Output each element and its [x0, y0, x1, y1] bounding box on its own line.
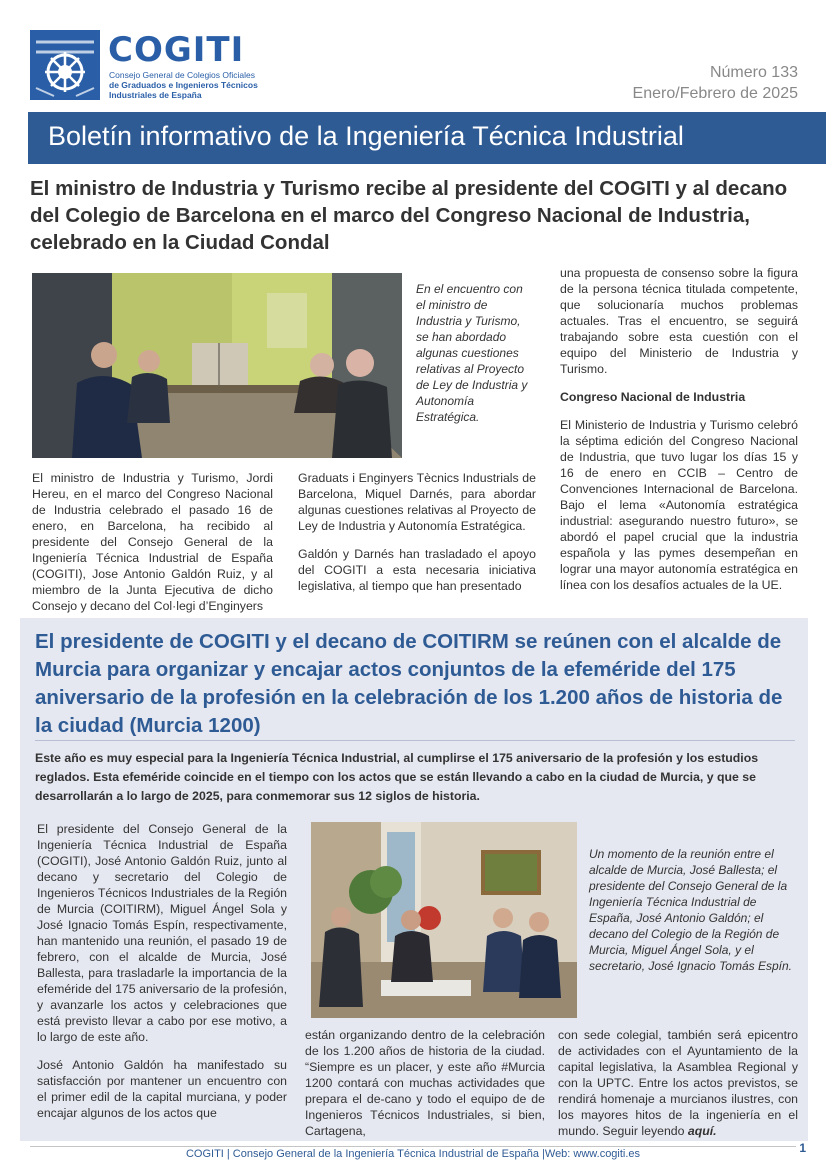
article2-lead: Este año es muy especial para la Ingeniería Técnica Industrial, al cumplirse el 175 aniversario de la profesión y los estudios reglados. Esta efeméride coincide en el tiempo con los actos que se están llevando a cabo en la ciudad de Murcia, y que se desarrollarán a lo largo de 2025, para conmemorar sus 12 siglos de historia. — [35, 751, 759, 803]
article2-photo — [311, 822, 577, 1018]
issue-date: Enero/Febrero de 2025 — [632, 85, 798, 102]
footer-divider — [30, 1146, 796, 1147]
cogiti-emblem-icon — [30, 30, 100, 100]
article2-paragraph: con sede colegial, también será epicentro de actividades con el Ayuntamiento de la capital legislativa, la Asamblea Regional y con la UPTC. Entre los actos previstos, se rendirá homenaje a murcianos ilustres, con los mayores hitos de la ingeniería en el mundo. Seguir leyendo aquí. — [558, 1028, 798, 1138]
section-heading: Congreso Nacional de Industria — [560, 390, 746, 404]
article1-column-1 — [32, 470, 273, 614]
article1-column-2 — [298, 470, 536, 606]
article1-paragraph: El Ministerio de Industria y Turismo celebró la séptima edición del Congreso Nacional de Industria, que tuvo lugar los días 15 y 16 de enero en CCIB – Centro de Convenciones Internacional de Barcelona. Bajo el lema «Autonomía estratégica industrial: asegurando nuestro futuro», se abordó el papel crucial que la industria española y las pymes desempeñan en lograr una mayor autonomía estratégica en línea con los desafíos actuales de la UE. — [560, 418, 798, 592]
article1-photo — [32, 273, 402, 458]
article1-paragraph: El ministro de Industria y Turismo, Jordi Hereu, en el marco del Congreso Nacional de Industria celebrado el pasado 16 de enero, en Barcelona, ha recibido al presidente del Consejo General de la Ingeniería Técnica Industrial de España (COGITI), Jose Antonio Galdón Ruiz, y al miembro de la Junta Ejecutiva de dicho Consejo y decano del Col·legi d’Enginyers — [32, 471, 273, 613]
article2-paragraph: El presidente del Consejo General de la Ingeniería Técnica Industrial de España (COGITI), José Antonio Galdón Ruiz, junto al decano y secretario del Colegio de Ingenieros Técnicos Industriales de la Región de Murcia (COITIRM), Miguel Ángel Sola y José Ignacio Tomás Espín, respectivamente, han mantenido una reunión, el pasado 19 de febrero, con el alcalde de Murcia, José Ballesta, para trasladarle la importancia de la efeméride del 175 aniversario de la profesión, y avanzarle los actos y celebraciones que está previsto llevar a cabo por ese motivo, a lo largo de este año. — [37, 822, 287, 1044]
issue-number: Número 133 — [709, 64, 798, 81]
article2-title: El presidente de COGITI y el decano de COITIRM se reúnen con el alcalde de Murcia para organizar y encajar actos conjuntos de la efeméride del 175 aniversario de la profesión en la celebración de los 1.200 años de historia de la ciudad (Murcia 1200) — [35, 630, 783, 737]
issue-info — [633, 62, 798, 104]
logo-name: COGITI — [108, 30, 245, 70]
article1-paragraph: Graduats i Enginyers Tècnics Industrials de Barcelona, Miquel Darnés, para abordar algunas cuestiones relativas al Proyecto de Ley de Industria y Autonomía Estratégica. — [298, 471, 536, 533]
page-footer: COGITI | Consejo General de la Ingeniería Técnica Industrial de España |Web: www.cogiti.es — [185, 1148, 641, 1160]
newsletter-banner — [28, 112, 826, 164]
article2-column-1 — [37, 821, 287, 1133]
article1-title: El ministro de Industria y Turismo recibe al presidente del COGITI y al decano del Colegio de Barcelona en el marco del Congreso Nacional de Industria, celebrado en la Ciudad Condal — [30, 177, 788, 254]
cogiti-logo — [30, 30, 258, 108]
article2-paragraph: José Antonio Galdón ha manifestado su satisfacción por mantener un encuentro con el primer edil de la capital murciana, y poder encajar algunos de los actos que — [37, 1058, 287, 1120]
article1-paragraph: Galdón y Darnés han trasladado el apoyo del COGITI a esta necesaria iniciativa legislativa, al tiempo que han presentado — [298, 547, 536, 593]
newsletter-title: Boletín informativo de la Ingeniería Técnica Industrial — [48, 121, 684, 151]
article1-caption: En el encuentro con el ministro de Industria y Turismo, se han abordado algunas cuestiones relativas al Proyecto de Ley de Industria y Autonomía Estratégica. — [416, 282, 528, 424]
article2-column-2 — [305, 1027, 545, 1139]
article1-column-3 — [560, 265, 798, 605]
title-divider — [35, 740, 795, 741]
article2-column-3 — [558, 1027, 798, 1139]
logo-subtitle: Consejo General de Colegios Oficiales de Graduados e Ingenieros Técnicos Industriales de España — [109, 70, 258, 100]
article1-paragraph: una propuesta de consenso sobre la figura de la persona técnica titulada competente, que solucionaría muchos problemas actuales. Tras el encuentro, se seguirá trabajando sobre esta cuestión con el equipo del Ministerio de Industria y Turismo. — [560, 266, 798, 376]
article2-paragraph: están organizando dentro de la celebración de los 1.200 años de historia de la ciudad. “Siempre es un placer, y este año #Murcia 1200 contará con muchas actividades que prepara el de-cano y todo el equipo de de Ingenieros Técnicos Industriales, si bien, Cartagena, — [305, 1028, 545, 1138]
read-more-link[interactable]: aquí. — [687, 1124, 717, 1138]
page-number: 1 — [799, 1141, 806, 1155]
article2-caption: Un momento de la reunión entre el alcalde de Murcia, José Ballesta; el presidente del Consejo General de la Ingeniería Técnica Industrial de España, José Antonio Galdón; el decano del Colegio de la Región de Murcia, Miguel Ángel Sola, y el secretario, José Ignacio Tomás Espín. — [589, 847, 792, 973]
